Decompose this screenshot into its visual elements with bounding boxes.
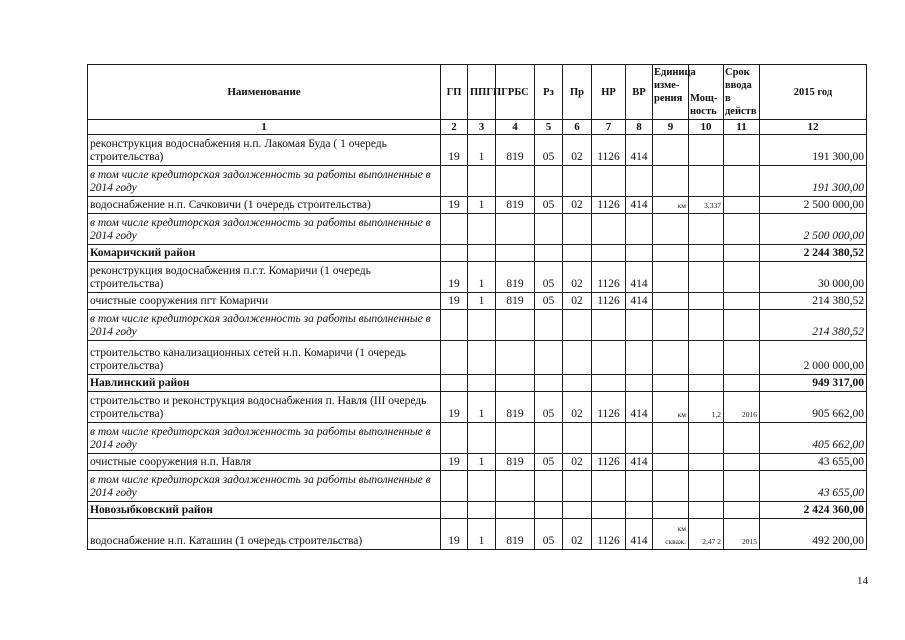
column-number: 12: [760, 120, 867, 135]
cell-pr: [563, 245, 592, 262]
district-name: Комаричский район: [88, 245, 441, 262]
cell-unit: [653, 310, 689, 341]
cell-nr: 1126: [592, 135, 626, 166]
cell-nr: 1126: [592, 454, 626, 471]
cell-gp: 19: [441, 197, 468, 214]
table-body: [88, 135, 867, 550]
cell-unit: км: [653, 197, 689, 214]
cell-term: [724, 341, 760, 375]
column-number: 10: [689, 120, 724, 135]
cell-amount: 214 380,52: [760, 310, 867, 341]
page-number: 14: [857, 575, 868, 587]
cell-gp: [441, 341, 468, 375]
column-number: 3: [468, 120, 496, 135]
cell-pr: 02: [563, 135, 592, 166]
cell-unit: [653, 423, 689, 454]
cell-power: 1,2: [689, 392, 724, 423]
district-name: Новозыбковский район: [88, 502, 441, 519]
column-number: 1: [88, 120, 441, 135]
table-row: [88, 423, 867, 454]
cell-ppgp: 1: [468, 454, 496, 471]
cell-power: [689, 166, 724, 197]
cell-term: [724, 135, 760, 166]
table-row: [88, 454, 867, 471]
cell-unit: [653, 341, 689, 375]
cell-power: [689, 454, 724, 471]
cell-term: [724, 197, 760, 214]
cell-nr: 1126: [592, 197, 626, 214]
cell-ppgp: [468, 245, 496, 262]
cell-power: 3,337: [689, 197, 724, 214]
cell-power: 2,47 2: [689, 519, 724, 550]
column-number-row: [88, 120, 867, 135]
district-name: Навлинский район: [88, 375, 441, 392]
row-name: реконструкция водоснабжения н.п. Лакомая Буда ( 1 очередь строительства): [88, 135, 441, 166]
cell-power: [689, 423, 724, 454]
cell-term: [724, 502, 760, 519]
cell-rz: [535, 166, 563, 197]
table-row: [88, 135, 867, 166]
row-name: водоснабжение н.п. Сачковичи (1 очередь строительства): [88, 197, 441, 214]
cell-term: [724, 214, 760, 245]
cell-grbs: [496, 471, 535, 502]
cell-nr: [592, 166, 626, 197]
cell-grbs: [496, 375, 535, 392]
column-number: 5: [535, 120, 563, 135]
row-name: реконструкция водоснабжения п.г.т. Комаричи (1 очередь строительства): [88, 262, 441, 293]
cell-rz: [535, 341, 563, 375]
cell-rz: [535, 471, 563, 502]
cell-gp: [441, 471, 468, 502]
cell-power: [689, 293, 724, 310]
cell-gp: [441, 423, 468, 454]
cell-grbs: [496, 423, 535, 454]
table-row: [88, 197, 867, 214]
table-row: [88, 519, 867, 550]
header-nr: НР: [592, 65, 626, 120]
cell-grbs: 819: [496, 392, 535, 423]
budget-table: [87, 64, 867, 550]
row-name: в том числе кредиторская задолженность за работы выполненные в 2014 году: [88, 214, 441, 245]
cell-ppgp: [468, 214, 496, 245]
cell-vr: 414: [626, 454, 653, 471]
cell-unit: [653, 293, 689, 310]
cell-rz: 05: [535, 262, 563, 293]
column-number: 4: [496, 120, 535, 135]
cell-grbs: 819: [496, 262, 535, 293]
cell-nr: [592, 375, 626, 392]
header-grbs: ГРБС: [496, 65, 535, 120]
table-row: [88, 310, 867, 341]
cell-rz: 05: [535, 454, 563, 471]
row-name: строительство канализационных сетей н.п. Комаричи (1 очередь строительства): [88, 341, 441, 375]
cell-power: [689, 502, 724, 519]
cell-unit: [653, 471, 689, 502]
cell-pr: 02: [563, 262, 592, 293]
cell-term: [724, 166, 760, 197]
cell-pr: [563, 341, 592, 375]
cell-ppgp: 1: [468, 197, 496, 214]
cell-gp: 19: [441, 454, 468, 471]
cell-grbs: 819: [496, 197, 535, 214]
cell-nr: 1126: [592, 293, 626, 310]
cell-nr: 1126: [592, 519, 626, 550]
cell-vr: 414: [626, 293, 653, 310]
cell-amount: 2 500 000,00: [760, 214, 867, 245]
row-name: очистные сооружения пгт Комаричи: [88, 293, 441, 310]
cell-vr: [626, 502, 653, 519]
cell-gp: 19: [441, 293, 468, 310]
cell-grbs: [496, 214, 535, 245]
cell-pr: [563, 375, 592, 392]
cell-gp: 19: [441, 519, 468, 550]
cell-ppgp: [468, 310, 496, 341]
cell-grbs: [496, 310, 535, 341]
cell-nr: [592, 502, 626, 519]
cell-grbs: 819: [496, 135, 535, 166]
cell-power: [689, 135, 724, 166]
cell-ppgp: [468, 341, 496, 375]
cell-gp: [441, 166, 468, 197]
cell-rz: [535, 310, 563, 341]
cell-amount: 30 000,00: [760, 262, 867, 293]
row-name: очистные сооружения н.п. Навля: [88, 454, 441, 471]
cell-grbs: 819: [496, 519, 535, 550]
header-unit: Единица изме-рения: [653, 65, 689, 120]
cell-ppgp: [468, 166, 496, 197]
cell-power: [689, 310, 724, 341]
cell-pr: [563, 214, 592, 245]
table-row: [88, 392, 867, 423]
cell-gp: [441, 310, 468, 341]
header-vr: ВР: [626, 65, 653, 120]
cell-amount: 2 000 000,00: [760, 341, 867, 375]
cell-term: [724, 310, 760, 341]
cell-grbs: 819: [496, 454, 535, 471]
cell-rz: [535, 375, 563, 392]
cell-ppgp: [468, 502, 496, 519]
district-row: [88, 245, 867, 262]
cell-vr: 414: [626, 197, 653, 214]
row-name: в том числе кредиторская задолженность за работы выполненные в 2014 году: [88, 166, 441, 197]
cell-gp: [441, 245, 468, 262]
cell-pr: [563, 471, 592, 502]
cell-amount: 905 662,00: [760, 392, 867, 423]
cell-nr: 1126: [592, 262, 626, 293]
cell-pr: 02: [563, 454, 592, 471]
table-row: [88, 262, 867, 293]
cell-vr: [626, 214, 653, 245]
cell-rz: [535, 245, 563, 262]
cell-gp: [441, 214, 468, 245]
cell-unit: [653, 454, 689, 471]
district-row: [88, 375, 867, 392]
cell-term: [724, 423, 760, 454]
cell-rz: 05: [535, 197, 563, 214]
row-name: строительство и реконструкция водоснабжения п. Навля (III очередь строительства): [88, 392, 441, 423]
cell-amount: 949 317,00: [760, 375, 867, 392]
cell-vr: 414: [626, 519, 653, 550]
cell-power: [689, 375, 724, 392]
cell-pr: 02: [563, 197, 592, 214]
cell-gp: [441, 375, 468, 392]
cell-amount: 2 244 380,52: [760, 245, 867, 262]
table-row: [88, 166, 867, 197]
cell-ppgp: 1: [468, 519, 496, 550]
cell-rz: 05: [535, 519, 563, 550]
cell-power: [689, 471, 724, 502]
cell-power: [689, 262, 724, 293]
header-term: Срок ввода в действ: [724, 65, 760, 120]
cell-amount: 43 655,00: [760, 471, 867, 502]
row-name: в том числе кредиторская задолженность за работы выполненные в 2014 году: [88, 310, 441, 341]
cell-power: [689, 245, 724, 262]
cell-vr: [626, 245, 653, 262]
cell-amount: 191 300,00: [760, 166, 867, 197]
cell-vr: 414: [626, 135, 653, 166]
row-name: в том числе кредиторская задолженность за работы выполненные в 2014 году: [88, 423, 441, 454]
column-number: 2: [441, 120, 468, 135]
cell-rz: [535, 502, 563, 519]
cell-vr: [626, 341, 653, 375]
cell-term: 2016: [724, 392, 760, 423]
cell-unit: км скваж.: [653, 519, 689, 550]
cell-ppgp: 1: [468, 392, 496, 423]
cell-pr: 02: [563, 519, 592, 550]
cell-nr: [592, 214, 626, 245]
cell-grbs: [496, 502, 535, 519]
cell-amount: 2 500 000,00: [760, 197, 867, 214]
cell-term: [724, 375, 760, 392]
cell-nr: 1126: [592, 392, 626, 423]
cell-gp: 19: [441, 392, 468, 423]
cell-grbs: 819: [496, 293, 535, 310]
cell-term: [724, 454, 760, 471]
cell-vr: [626, 375, 653, 392]
cell-amount: 492 200,00: [760, 519, 867, 550]
cell-pr: 02: [563, 392, 592, 423]
cell-gp: 19: [441, 262, 468, 293]
cell-ppgp: 1: [468, 135, 496, 166]
cell-amount: 2 424 360,00: [760, 502, 867, 519]
header-ppgp: ППГП: [468, 65, 496, 120]
cell-rz: [535, 423, 563, 454]
cell-unit: [653, 245, 689, 262]
cell-rz: 05: [535, 293, 563, 310]
header-pr: Пр: [563, 65, 592, 120]
cell-vr: [626, 423, 653, 454]
cell-amount: 191 300,00: [760, 135, 867, 166]
column-number: 11: [724, 120, 760, 135]
table-row: [88, 471, 867, 502]
column-number: 7: [592, 120, 626, 135]
cell-pr: [563, 423, 592, 454]
row-name: водоснабжение н.п. Каташин (1 очередь строительства): [88, 519, 441, 550]
cell-term: [724, 245, 760, 262]
table-header: [88, 65, 867, 135]
cell-vr: 414: [626, 262, 653, 293]
cell-vr: [626, 310, 653, 341]
cell-nr: [592, 245, 626, 262]
header-name: Наименование: [88, 65, 441, 120]
column-number: 9: [653, 120, 689, 135]
cell-ppgp: [468, 375, 496, 392]
cell-ppgp: 1: [468, 293, 496, 310]
cell-unit: [653, 135, 689, 166]
column-number: 6: [563, 120, 592, 135]
cell-unit: [653, 502, 689, 519]
table-row: [88, 293, 867, 310]
cell-amount: 43 655,00: [760, 454, 867, 471]
cell-gp: [441, 502, 468, 519]
cell-pr: [563, 310, 592, 341]
cell-nr: [592, 423, 626, 454]
cell-unit: [653, 166, 689, 197]
cell-nr: [592, 341, 626, 375]
cell-ppgp: [468, 471, 496, 502]
column-number: 8: [626, 120, 653, 135]
row-name: в том числе кредиторская задолженность за работы выполненные в 2014 году: [88, 471, 441, 502]
cell-term: [724, 262, 760, 293]
cell-unit: [653, 375, 689, 392]
cell-term: [724, 471, 760, 502]
cell-amount: 214 380,52: [760, 293, 867, 310]
table-row: [88, 214, 867, 245]
header-power: Мощ-ность: [689, 65, 724, 120]
cell-unit: [653, 214, 689, 245]
cell-rz: [535, 214, 563, 245]
cell-term: 2015: [724, 519, 760, 550]
cell-power: [689, 214, 724, 245]
cell-power: [689, 341, 724, 375]
cell-pr: [563, 502, 592, 519]
header-year: 2015 год: [760, 65, 867, 120]
cell-nr: [592, 471, 626, 502]
cell-rz: 05: [535, 135, 563, 166]
cell-unit: [653, 262, 689, 293]
cell-amount: 405 662,00: [760, 423, 867, 454]
cell-rz: 05: [535, 392, 563, 423]
cell-unit: км: [653, 392, 689, 423]
cell-vr: 414: [626, 392, 653, 423]
header-gp: ГП: [441, 65, 468, 120]
cell-ppgp: 1: [468, 262, 496, 293]
cell-grbs: [496, 245, 535, 262]
cell-vr: [626, 471, 653, 502]
cell-vr: [626, 166, 653, 197]
cell-nr: [592, 310, 626, 341]
cell-ppgp: [468, 423, 496, 454]
district-row: [88, 502, 867, 519]
table-row: [88, 341, 867, 375]
cell-grbs: [496, 166, 535, 197]
cell-grbs: [496, 341, 535, 375]
cell-pr: 02: [563, 293, 592, 310]
cell-pr: [563, 166, 592, 197]
cell-gp: 19: [441, 135, 468, 166]
cell-term: [724, 293, 760, 310]
header-rz: Рз: [535, 65, 563, 120]
